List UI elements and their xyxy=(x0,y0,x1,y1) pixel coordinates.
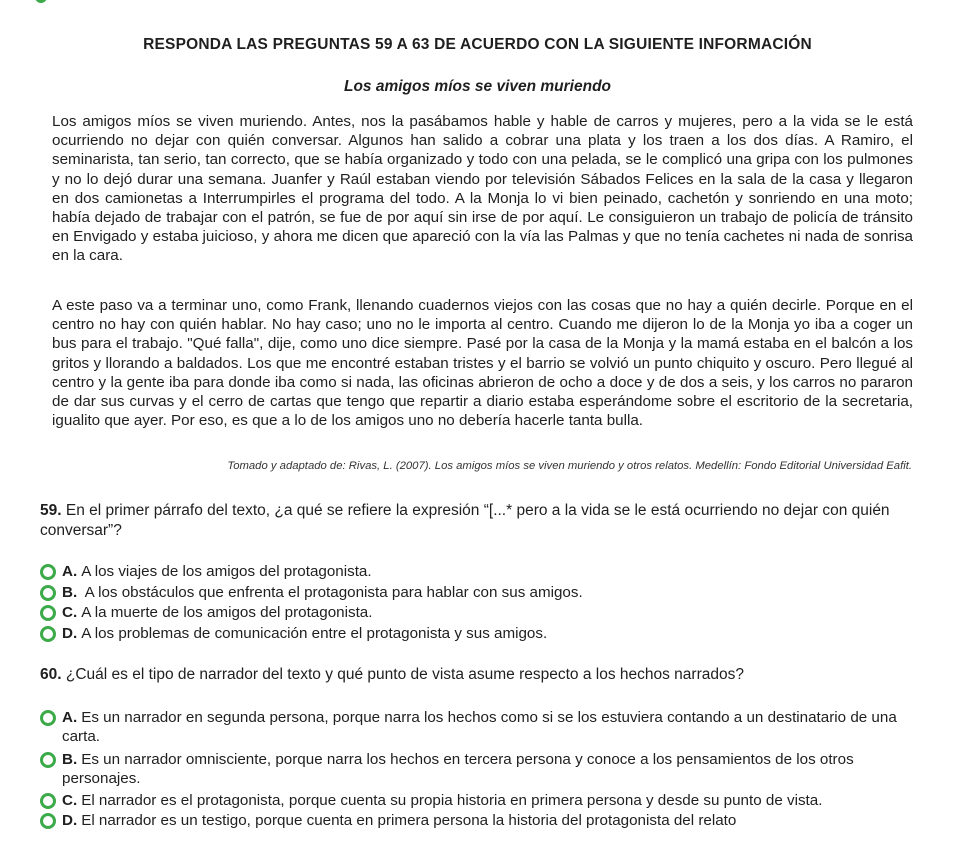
question-number: 60. xyxy=(40,666,62,683)
radio-circle-icon[interactable] xyxy=(40,564,56,580)
radio-option-icon xyxy=(35,0,47,3)
radio-circle-icon[interactable] xyxy=(40,710,56,726)
option-letter: B. xyxy=(62,751,78,768)
passage-paragraph-1: Los amigos míos se viven muriendo. Antes, nos la pasábamos hable y hable de carros y mujeres, pero a la vida se le está ocurriendo no dejar con quién conversar. Algunos han salido a cobrar una plata y los traen a los dos días. A Ramiro, el seminarista, tan serio, tan correcto, que se había organizado y todo con una pelada, se le complicó una gripa con los pulmones y no lo dejó durar una semana. Juanfer y Raúl estaban viendo por televisión Sábados Felices en la sala de la casa y llegaron en dos camionetas a Interrumpirles el programa del todo. A la Monja lo vi bien peinado, cachetón y sonriendo en una moto; había dejado de trabajar con el patrón, se fue de por aquí sin irse de por aquí. Le consiguieron un trabajo de policía de tránsito en Envigado y estaba juicioso, y ahora me dicen que apareció con la vía las Palmas y que no tenía cachetes ni nada de sonrisa en la cara. xyxy=(52,113,913,265)
instruction-heading: RESPONDA LAS PREGUNTAS 59 A 63 DE ACUERDO CON LA SIGUIENTE INFORMACIÓN xyxy=(143,36,812,53)
option-text: Es un narrador omnisciente, porque narra los hechos en tercera persona y conoce a los pensamientos de los otros personajes. xyxy=(62,751,854,787)
text-title: Los amigos míos se viven muriendo xyxy=(343,78,612,95)
radio-circle-icon[interactable] xyxy=(40,626,56,642)
q60-option-d[interactable] xyxy=(40,811,920,830)
radio-circle-icon[interactable] xyxy=(40,585,56,601)
question-number: 59. xyxy=(40,502,62,519)
option-text: A los obstáculos que enfrenta el protagonista para hablar con sus amigos. xyxy=(81,584,583,601)
option-text: A la muerte de los amigos del protagonista. xyxy=(81,604,373,621)
option-letter: D. xyxy=(62,812,78,829)
option-text: A los problemas de comunicación entre el protagonista y sus amigos. xyxy=(81,625,548,642)
q60-option-b[interactable] xyxy=(40,750,920,788)
q60-option-c[interactable] xyxy=(40,791,920,810)
option-letter: D. xyxy=(62,625,78,642)
q59-option-c[interactable] xyxy=(40,603,920,622)
cropped-previous-line xyxy=(30,0,930,4)
option-text: A los viajes de los amigos del protagonista. xyxy=(81,563,372,580)
option-text: El narrador es el protagonista, porque cuenta su propia historia en primera persona y desde su punto de vista. xyxy=(81,792,823,809)
q59-option-b[interactable] xyxy=(40,583,920,602)
option-text: Es un narrador en segunda persona, porque narra los hechos como si se los estuviera contando a un destinatario de una carta. xyxy=(62,709,897,745)
radio-circle-icon[interactable] xyxy=(40,793,56,809)
option-letter: A. xyxy=(62,563,78,580)
option-text: El narrador es un testigo, porque cuenta en primera persona la historia del protagonista del relato xyxy=(81,812,737,829)
source-citation: Tomado y adaptado de: Rivas, L. (2007). Los amigos míos se viven muriendo y otros relatos. Medellín: Fondo Editorial Universidad Eafit. xyxy=(227,460,912,472)
q59-option-a[interactable] xyxy=(40,562,920,581)
option-letter: A. xyxy=(62,709,78,726)
radio-circle-icon[interactable] xyxy=(40,813,56,829)
radio-circle-icon[interactable] xyxy=(40,605,56,621)
option-letter: C. xyxy=(62,792,78,809)
question-59 xyxy=(40,501,930,540)
question-stem: ¿Cuál es el tipo de narrador del texto y qué punto de vista asume respecto a los hechos narrados? xyxy=(65,666,744,683)
radio-circle-icon[interactable] xyxy=(40,752,56,768)
question-stem: En el primer párrafo del texto, ¿a qué se refiere la expresión “[...* pero a la vida se le está ocurriendo no dejar con quién conversar”? xyxy=(40,502,890,539)
q60-option-a[interactable] xyxy=(40,708,920,746)
question-60 xyxy=(40,665,930,685)
passage-paragraph-2: A este paso va a terminar uno, como Frank, llenando cuadernos viejos con las cosas que no hay a quién decirle. Porque en el centro no hay con quién hablar. No hay caso; uno no le importa al centro. Cuando me dijeron lo de la Monja yo iba a coger un bus para el trabajo. "Qué falla", dije, como uno dice siempre. Pasé por la casa de la Monja y la mamá estaba en el balcón a los gritos y llorando a baldados. Los que me encontré estaban tristes y el barrio se volvió un punto chiquito y oscuro. Pero llegué al centro y la gente iba para donde iba como si nada, las oficinas abrieron de ocho a doce y de dos a seis, y los carros no pararon de dar sus curvas y el cerro de cartas que tengo que repartir a diario estaba esperándome sobre el escritorio de la secretaria, igualito que ayer. Por eso, es que a lo de los amigos uno no debería hacerle tanta bulla. xyxy=(52,297,913,430)
option-letter: B. xyxy=(62,584,78,601)
option-letter: C. xyxy=(62,604,78,621)
q59-option-d[interactable] xyxy=(40,624,920,643)
